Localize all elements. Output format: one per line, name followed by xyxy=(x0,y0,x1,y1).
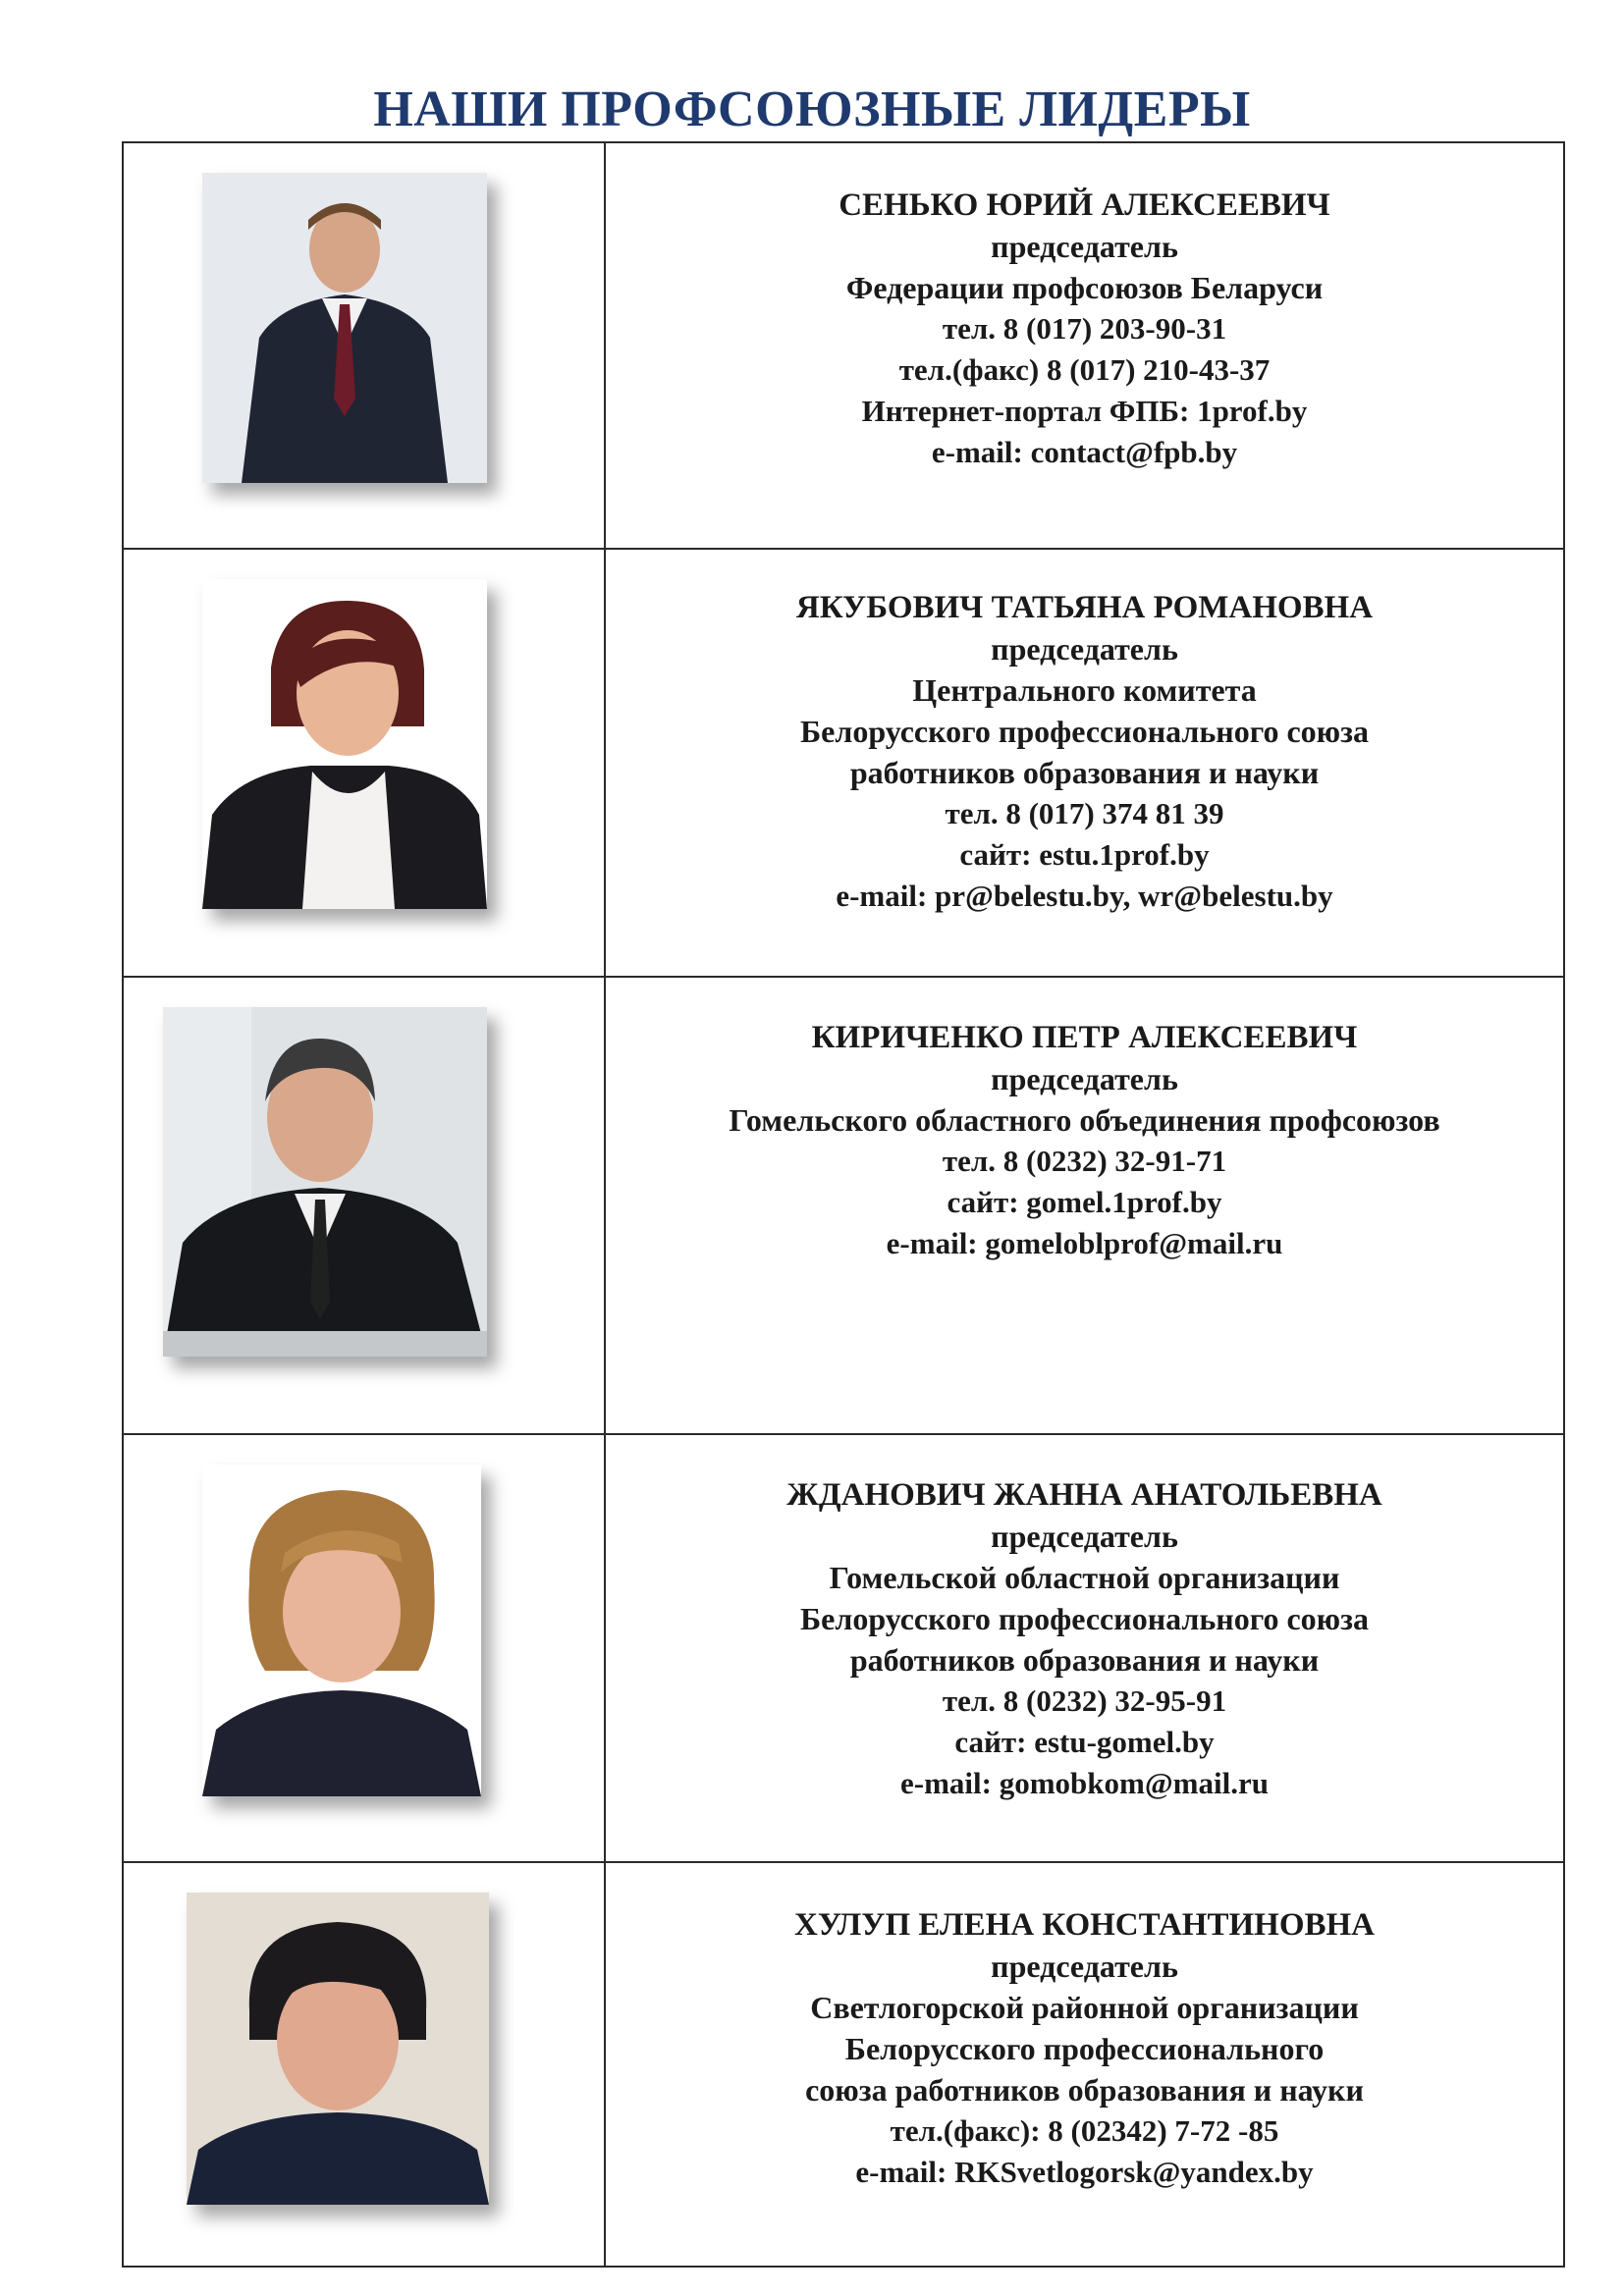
leader-organization: Федерации профсоюзов Беларуси xyxy=(845,270,1324,305)
leader-position: председатель xyxy=(991,229,1178,264)
leader-position: председатель xyxy=(991,1949,1178,1984)
leader-row xyxy=(123,142,1564,549)
leader-website: сайт: estu.1prof.by xyxy=(959,837,1210,872)
leader-organization: Гомельского областного объединения профсоюзов xyxy=(729,1102,1440,1138)
leader-position: председатель xyxy=(991,631,1178,667)
leader-email: e-mail: gomobkom@mail.ru xyxy=(900,1766,1269,1800)
leader-photo xyxy=(163,1007,487,1357)
info-cell xyxy=(605,1434,1564,1862)
leader-position: председатель xyxy=(991,1519,1178,1554)
info-cell xyxy=(605,1862,1564,2267)
leader-photo xyxy=(202,579,487,909)
leader-row xyxy=(123,977,1564,1434)
leader-organization: Центрального комитета xyxy=(912,672,1257,708)
leader-name: ХУЛУП ЕЛЕНА КОНСТАНТИНОВНА xyxy=(793,1907,1376,1943)
leader-website: Интернет-портал ФПБ: 1prof.by xyxy=(861,394,1308,428)
leader-organization: Белорусского профессионального xyxy=(844,2031,1325,2066)
leader-row xyxy=(123,1434,1564,1862)
leaders-table xyxy=(122,141,1565,2268)
leader-phone: тел. 8 (0232) 32-95-91 xyxy=(942,1683,1227,1718)
leader-name: ЯКУБОВИЧ ТАТЬЯНА РОМАНОВНА xyxy=(795,590,1374,625)
leader-photo xyxy=(187,1893,489,2205)
leader-fax: тел.(факс) 8 (017) 210-43-37 xyxy=(898,352,1271,387)
photo-cell xyxy=(123,549,605,977)
leader-email: e-mail: pr@belestu.by, wr@belestu.by xyxy=(836,879,1333,913)
leader-position: председатель xyxy=(991,1061,1178,1096)
leader-website: сайт: estu-gomel.by xyxy=(954,1725,1215,1759)
leader-organization: Белорусского профессионального союза xyxy=(800,1601,1369,1636)
leader-fax: тел.(факс): 8 (02342) 7-72 -85 xyxy=(890,2113,1279,2148)
leader-name: КИРИЧЕНКО ПЕТР АЛЕКСЕЕВИЧ xyxy=(811,1020,1358,1055)
leader-phone: тел. 8 (017) 203-90-31 xyxy=(942,311,1227,346)
leader-row xyxy=(123,549,1564,977)
info-cell xyxy=(605,549,1564,977)
leader-website: сайт: gomel.1prof.by xyxy=(947,1185,1222,1219)
leader-organization: работников образования и науки xyxy=(849,1642,1320,1678)
photo-cell xyxy=(123,142,605,549)
leader-organization: Гомельской областной организации xyxy=(829,1560,1340,1595)
leader-name: ЖДАНОВИЧ ЖАННА АНАТОЛЬЕВНА xyxy=(786,1477,1382,1513)
leader-photo xyxy=(202,1465,481,1796)
photo-cell xyxy=(123,977,605,1434)
leader-phone: тел. 8 (0232) 32-91-71 xyxy=(942,1144,1227,1178)
page-title: НАШИ ПРОФСОЮЗНЫЕ ЛИДЕРЫ xyxy=(373,81,1251,137)
info-cell xyxy=(605,977,1564,1434)
leader-name: СЕНЬКО ЮРИЙ АЛЕКСЕЕВИЧ xyxy=(839,187,1330,223)
leader-organization: Светлогорской районной организации xyxy=(810,1990,1359,2025)
info-cell xyxy=(605,142,1564,549)
leader-phone: тел. 8 (017) 374 81 39 xyxy=(945,796,1224,830)
leader-organization: союза работников образования и науки xyxy=(805,2072,1364,2108)
photo-cell xyxy=(123,1434,605,1862)
photo-cell xyxy=(123,1862,605,2267)
leader-email: e-mail: RKSvetlogorsk@yandex.by xyxy=(855,2155,1314,2189)
leader-organization: Белорусского профессионального союза xyxy=(800,714,1369,749)
leader-email: e-mail: contact@fpb.by xyxy=(931,435,1238,469)
leader-organization: работников образования и науки xyxy=(849,755,1320,790)
leader-photo xyxy=(202,173,487,483)
leader-row xyxy=(123,1862,1564,2267)
leader-email: e-mail: gomeloblprof@mail.ru xyxy=(886,1226,1283,1260)
